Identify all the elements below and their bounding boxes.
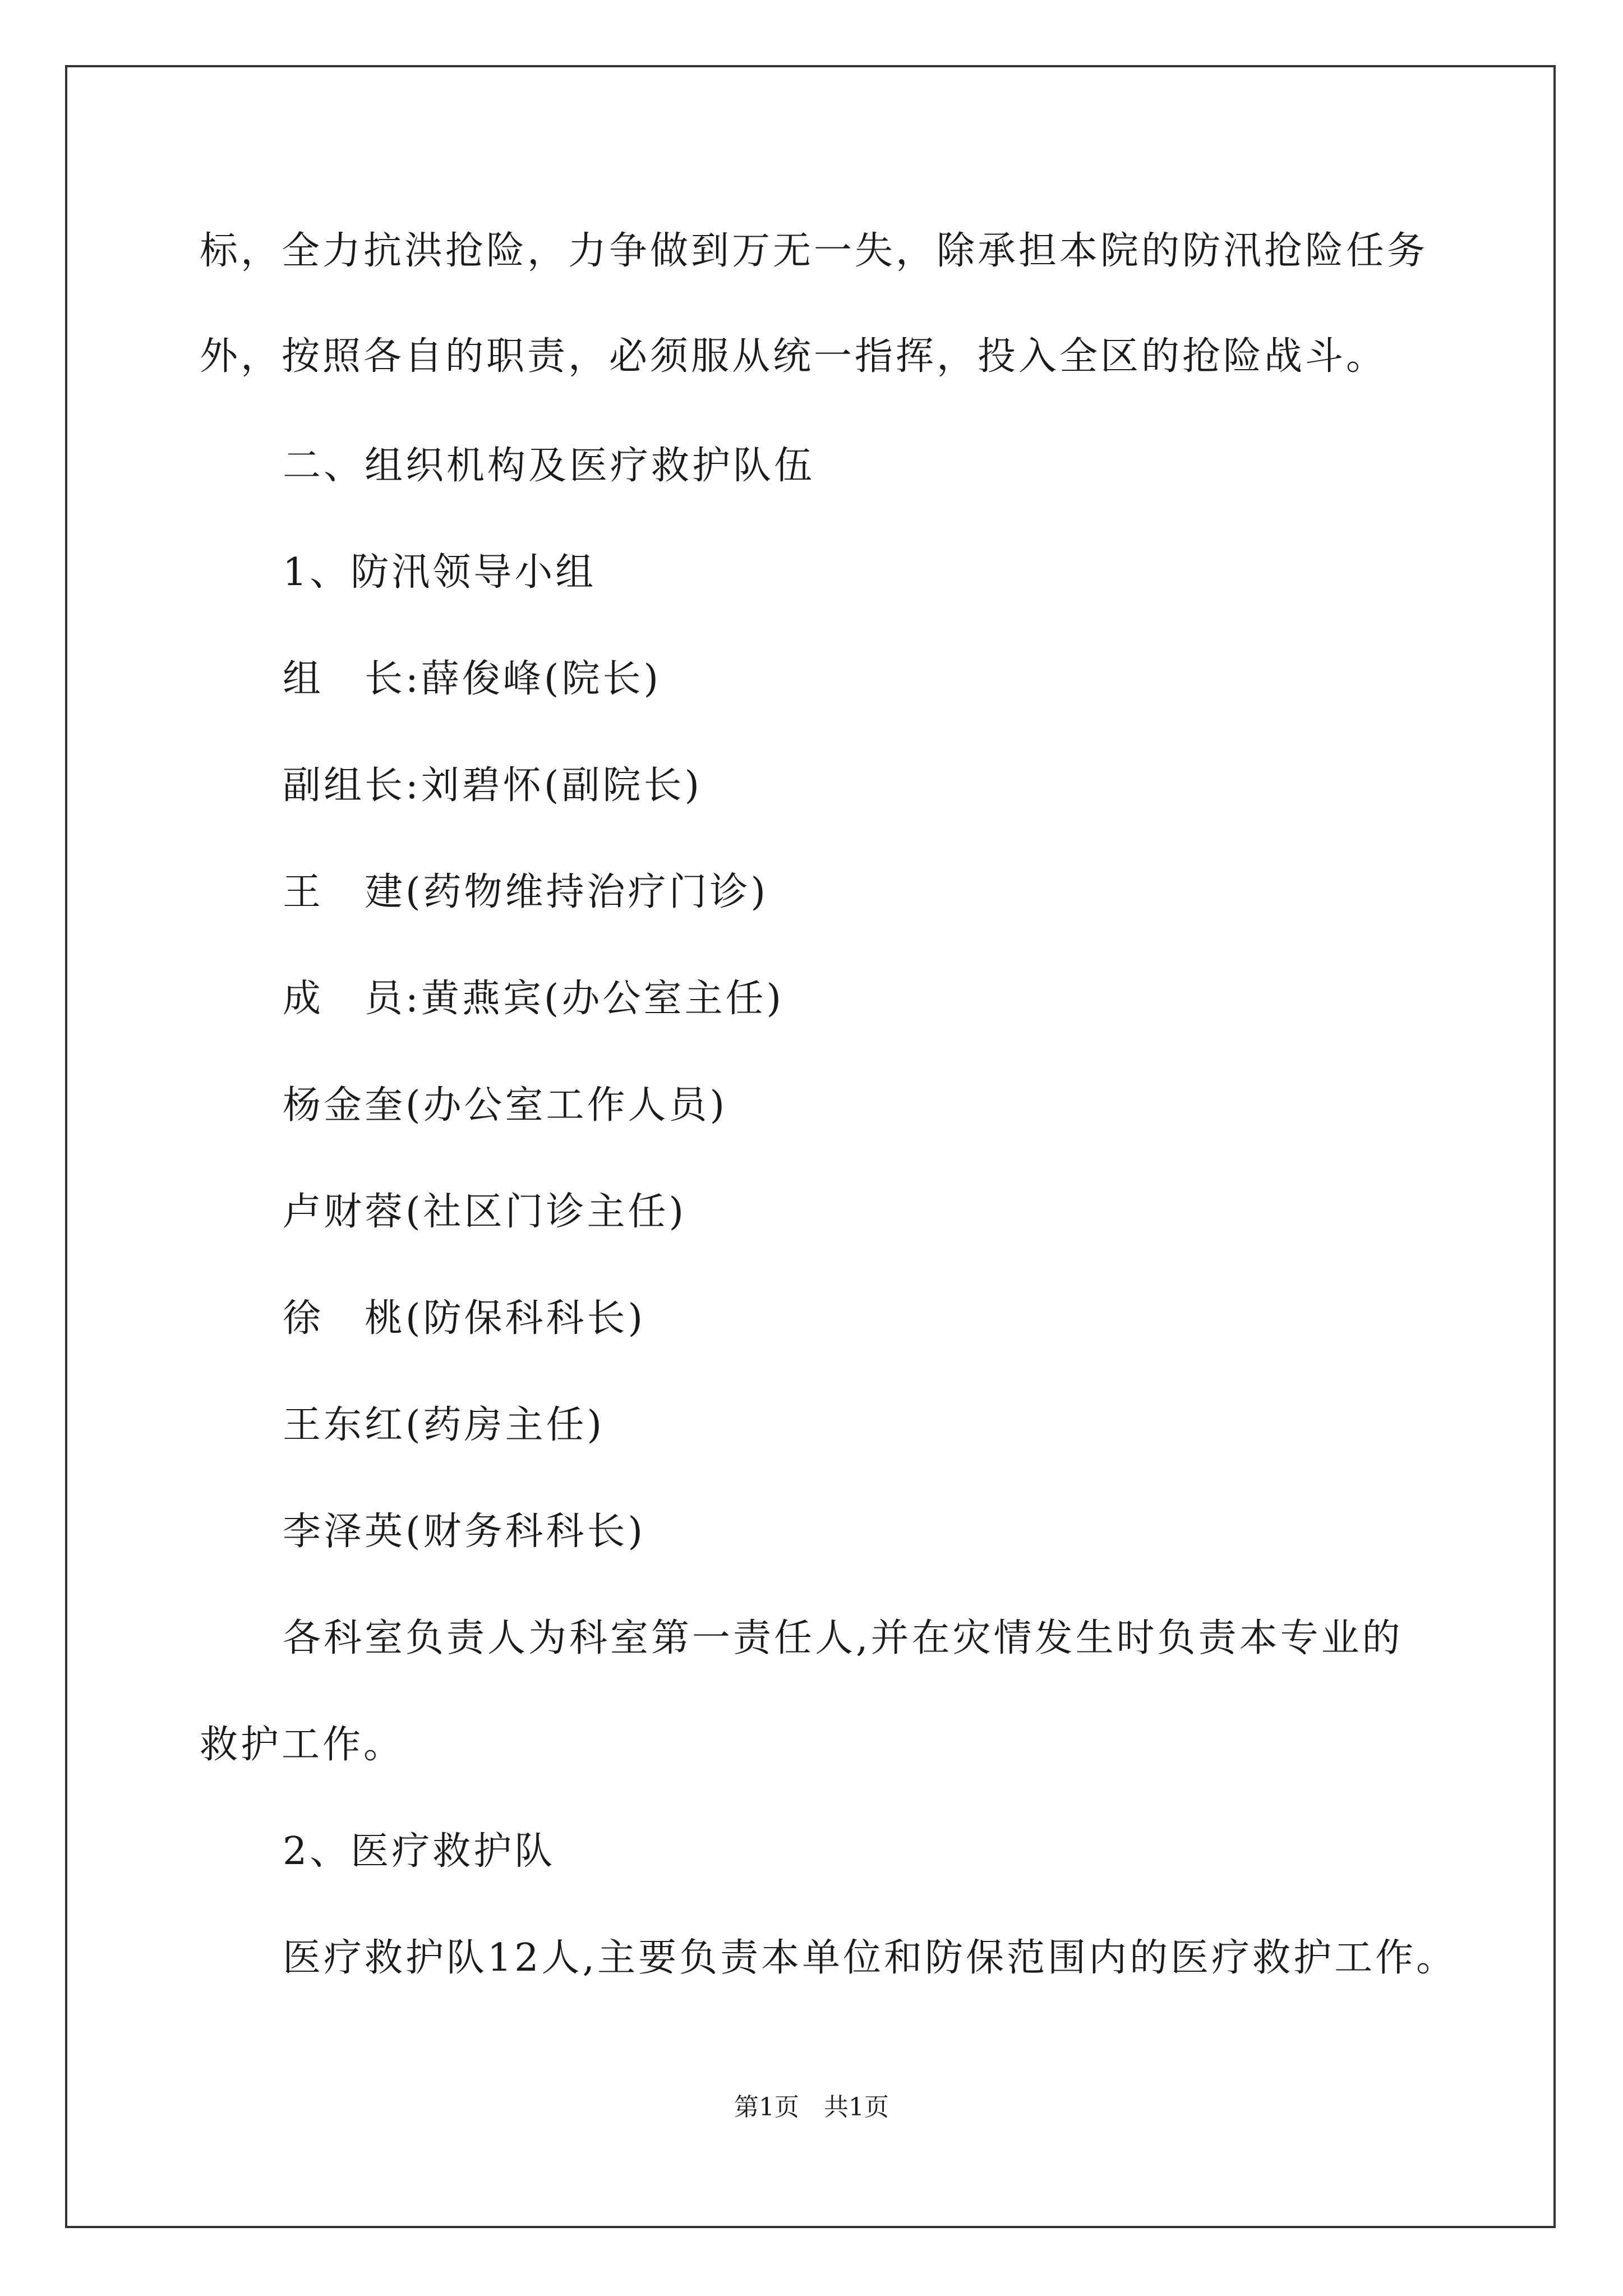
member-line-wang-jian: 王 建(药物维持治疗门诊) [283, 870, 769, 914]
paragraph-line-1: 标，全力抗洪抢险，力争做到万无一失，除承担本院的防汛抢险任务 [200, 229, 1428, 273]
paragraph-line-2: 外，按照各自的职责，必须服从统一指挥，投入全区的抢险战斗。 [200, 334, 1387, 379]
member-line-li: 李泽英(财务科科长) [283, 1510, 646, 1554]
section-heading-organization: 二、组织机构及医疗救护队伍 [283, 444, 815, 488]
paragraph-medical-team: 医疗救护队12人,主要负责本单位和防保范围内的医疗救护工作。 [283, 1936, 1458, 1980]
member-line-deputy: 副组长:刘碧怀(副院长) [283, 763, 702, 808]
page-border [65, 65, 1556, 2228]
paragraph-responsibility-line-1: 各科室负责人为科室第一责任人,并在灾情发生时负责本专业的 [283, 1616, 1403, 1660]
paragraph-responsibility-line-2: 救护工作。 [200, 1723, 405, 1767]
member-line-members: 成 员:黄燕宾(办公室主任) [283, 977, 784, 1021]
member-line-wang-donghong: 王东红(药房主任) [283, 1403, 605, 1447]
subheading-flood-leadership: 1、防汛领导小组 [283, 550, 597, 595]
member-line-xu: 徐 桃(防保科科长) [283, 1296, 646, 1341]
page-number-footer: 第1页 共1页 [734, 2093, 889, 2122]
member-line-yang: 杨金奎(办公室工作人员) [283, 1083, 728, 1128]
subheading-medical-team: 2、医疗救护队 [283, 1829, 556, 1874]
member-line-lu: 卢财蓉(社区门诊主任) [283, 1190, 687, 1234]
member-line-leader: 组 长:薛俊峰(院长) [283, 657, 661, 701]
